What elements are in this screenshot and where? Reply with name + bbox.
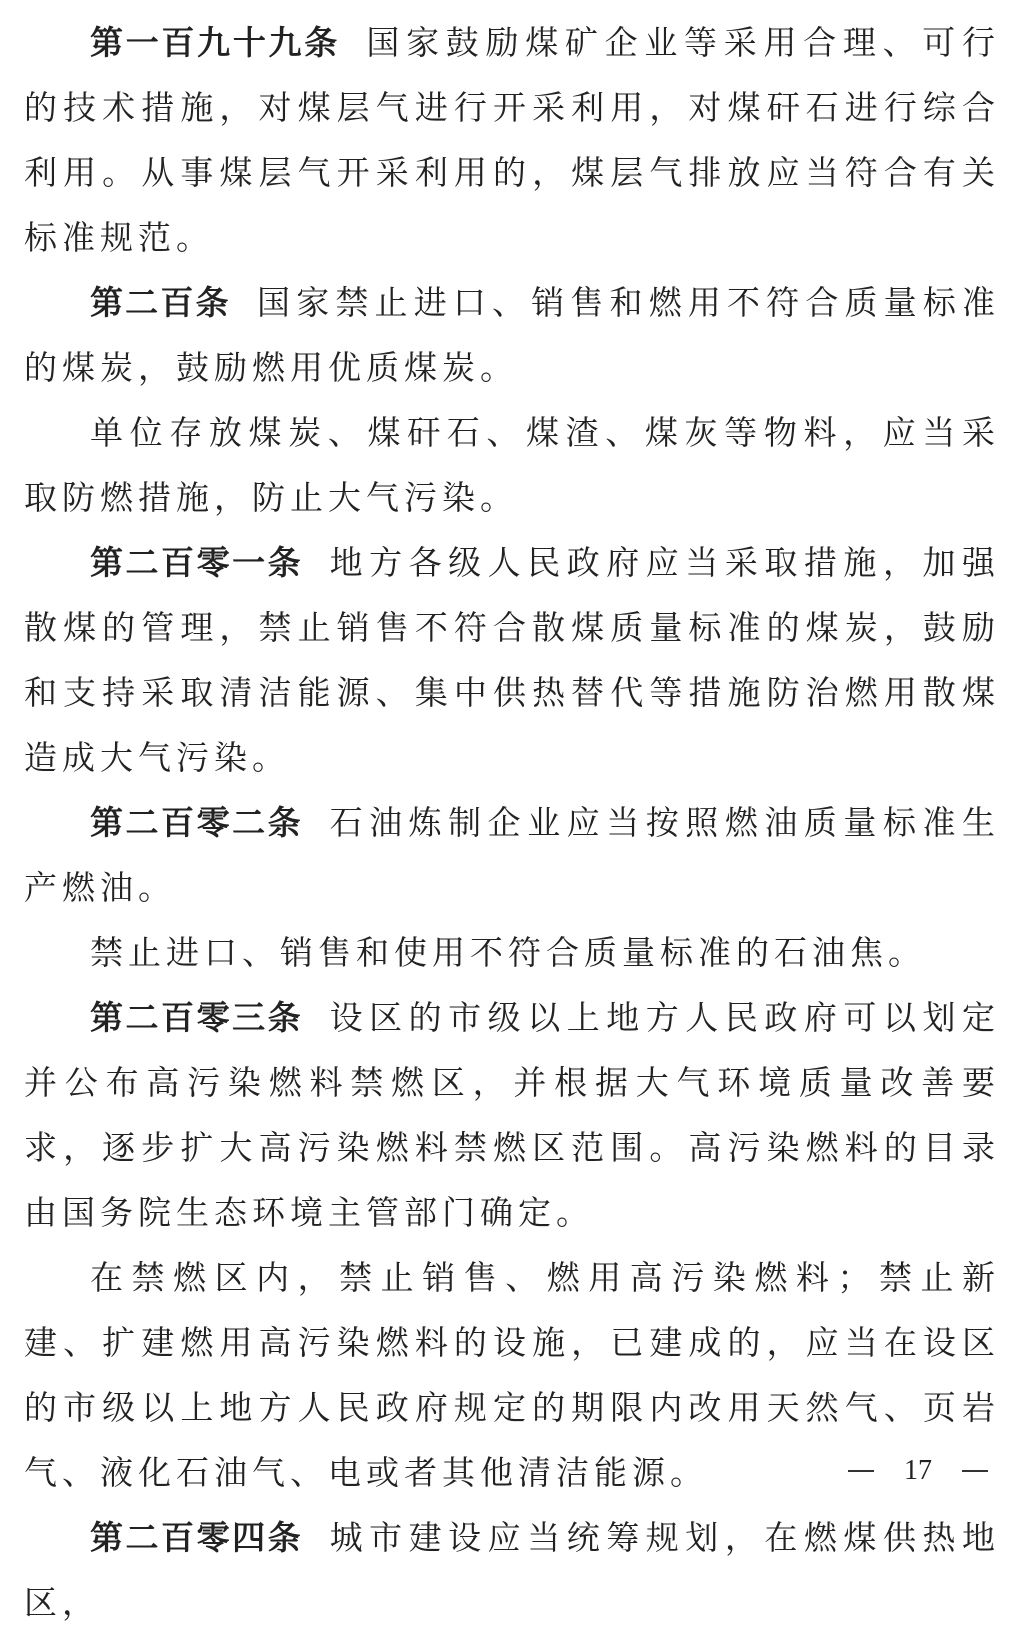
footer-dash-right [962,1470,988,1472]
paragraph-text: 国家禁止进口、销售和燃用不符合质量标准的煤炭，鼓励燃用优质煤炭。 [24,283,1000,387]
paragraph-article-200 [24,270,1000,400]
paragraph-text: 石油炼制企业应当按照燃油质量标准生产燃油。 [24,803,1001,907]
paragraph-article-200-clause-2 [24,400,1000,530]
article-label: 第一百九十九条 [90,23,340,62]
article-label: 第二百条 [90,283,231,322]
paragraph-text: 设区的市级以上地方人民政府可以划定并公布高污染燃料禁燃区，并根据大气环境质量改善要求，逐步扩大高污染燃料禁燃区范围。高污染燃料的目录由国务院生态环境主管部门确定。 [24,998,1001,1232]
paragraph-article-199 [24,10,1000,270]
paragraph-article-201 [24,530,1000,790]
article-label: 第二百零一条 [90,543,304,582]
document-body [24,10,1000,1635]
paragraph-text: 国家鼓励煤矿企业等采用合理、可行的技术措施，对煤层气进行开采利用，对煤矸石进行综合利用。从事煤层气开采利用的，煤层气排放应当符合有关标准规范。 [24,23,1001,257]
paragraph-text: 在禁燃区内，禁止销售、燃用高污染燃料；禁止新建、扩建燃用高污染燃料的设施，已建成的，应当在设区的市级以上地方人民政府规定的期限内改用天然气、页岩气、液化石油气、电或者其他清洁能源。 [24,1258,1000,1492]
paragraph-article-202-clause-2 [24,920,1000,985]
paragraph-text: 城市建设应当统筹规划，在燃煤供热地区， [24,1518,1001,1622]
article-label: 第二百零三条 [90,998,304,1037]
article-label: 第二百零四条 [90,1518,304,1557]
footer-dash-left [848,1470,874,1472]
paragraph-article-202 [24,790,1000,920]
article-label: 第二百零二条 [90,803,304,842]
paragraph-text: 禁止进口、销售和使用不符合质量标准的石油焦。 [90,933,926,972]
page-footer [848,1455,988,1487]
page-number: 17 [904,1455,932,1486]
paragraph-text: 单位存放煤炭、煤矸石、煤渣、煤灰等物料，应当采取防燃措施，防止大气污染。 [24,413,1000,517]
paragraph-text: 地方各级人民政府应当采取措施，加强散煤的管理，禁止销售不符合散煤质量标准的煤炭，鼓励和支持采取清洁能源、集中供热替代等措施防治燃用散煤造成大气污染。 [24,543,1001,777]
paragraph-article-203 [24,985,1000,1245]
paragraph-article-204 [24,1505,1000,1635]
